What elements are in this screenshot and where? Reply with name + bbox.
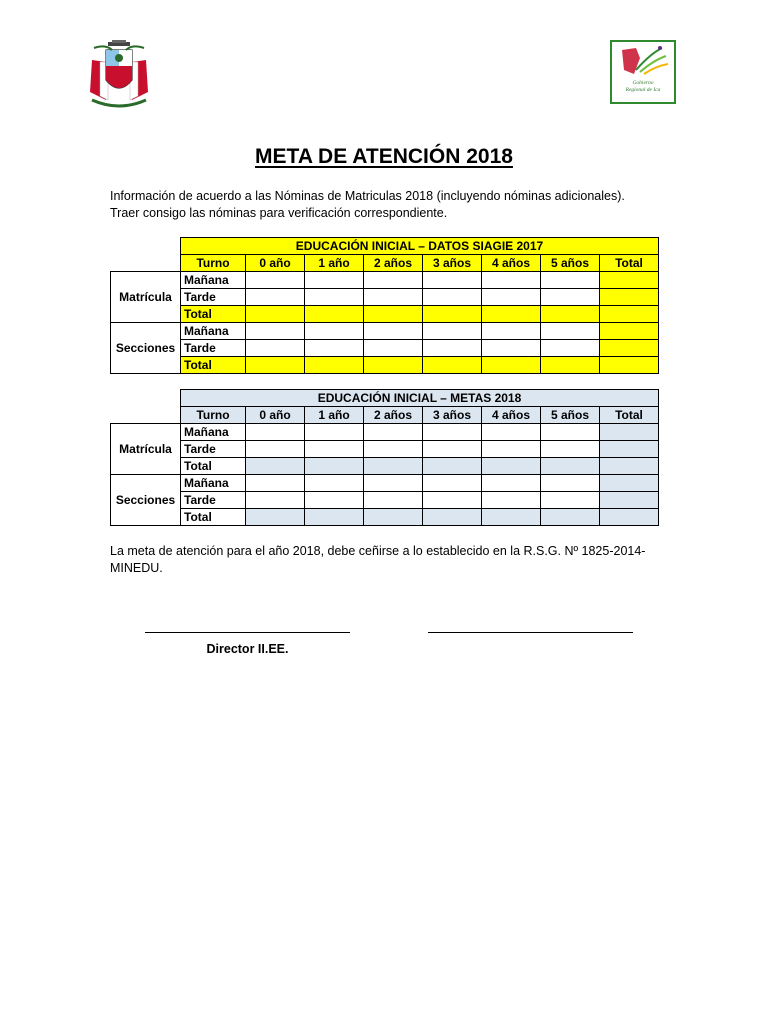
data-cell[interactable]	[364, 357, 423, 374]
data-cell[interactable]	[246, 475, 305, 492]
data-cell[interactable]	[246, 492, 305, 509]
data-cell[interactable]	[423, 424, 482, 441]
row-label: Total	[181, 357, 246, 374]
data-cell[interactable]	[246, 306, 305, 323]
data-cell[interactable]	[364, 475, 423, 492]
data-cell[interactable]	[482, 272, 541, 289]
data-cell[interactable]	[305, 289, 364, 306]
data-cell[interactable]	[482, 475, 541, 492]
blank-cell	[111, 238, 181, 255]
data-cell[interactable]	[364, 272, 423, 289]
data-cell[interactable]	[423, 458, 482, 475]
data-cell[interactable]	[423, 475, 482, 492]
total-cell[interactable]	[600, 424, 659, 441]
row-label: Tarde	[181, 340, 246, 357]
data-cell[interactable]	[482, 357, 541, 374]
col-header: 0 año	[246, 255, 305, 272]
data-cell[interactable]	[423, 357, 482, 374]
signature-label-director: Director II.EE.	[206, 642, 289, 656]
row-label: Total	[181, 458, 246, 475]
data-cell[interactable]	[364, 323, 423, 340]
data-cell[interactable]	[246, 509, 305, 526]
col-header: 3 años	[423, 255, 482, 272]
data-cell[interactable]	[246, 289, 305, 306]
data-cell[interactable]	[364, 340, 423, 357]
data-cell[interactable]	[305, 306, 364, 323]
data-cell[interactable]	[246, 424, 305, 441]
data-cell[interactable]	[541, 340, 600, 357]
row-label: Total	[181, 306, 246, 323]
siagie-2017-table	[110, 237, 659, 374]
data-cell[interactable]	[482, 441, 541, 458]
data-cell[interactable]	[541, 424, 600, 441]
total-cell[interactable]	[600, 323, 659, 340]
metas-2018-table	[110, 389, 659, 526]
data-cell[interactable]	[364, 492, 423, 509]
col-header: 5 años	[541, 255, 600, 272]
data-cell[interactable]	[482, 492, 541, 509]
data-cell[interactable]	[541, 306, 600, 323]
col-header: 0 año	[246, 407, 305, 424]
data-cell[interactable]	[246, 441, 305, 458]
row-label: Mañana	[181, 475, 246, 492]
col-header: Total	[600, 255, 659, 272]
data-cell[interactable]	[482, 306, 541, 323]
col-header: Turno	[181, 407, 246, 424]
row-label: Tarde	[181, 492, 246, 509]
total-cell[interactable]	[600, 441, 659, 458]
blank-cell	[111, 255, 181, 272]
data-cell[interactable]	[482, 340, 541, 357]
intro-line-1: Información de acuerdo a las Nóminas de Matriculas 2018 (incluyendo nóminas adicionales).	[110, 189, 625, 203]
data-cell[interactable]	[482, 509, 541, 526]
data-cell[interactable]	[482, 424, 541, 441]
col-header: 2 años	[364, 255, 423, 272]
row-label: Tarde	[181, 289, 246, 306]
data-cell[interactable]	[364, 441, 423, 458]
data-cell[interactable]	[305, 492, 364, 509]
data-cell[interactable]	[305, 509, 364, 526]
row-label: Tarde	[181, 441, 246, 458]
row-group-label: Secciones	[111, 323, 181, 374]
data-cell[interactable]	[305, 357, 364, 374]
blank-cell	[111, 390, 181, 407]
data-cell[interactable]	[305, 272, 364, 289]
gobierno-regional-ica-logo	[610, 40, 676, 106]
data-cell[interactable]	[246, 272, 305, 289]
data-cell[interactable]	[423, 323, 482, 340]
data-cell[interactable]	[364, 424, 423, 441]
data-cell[interactable]	[541, 289, 600, 306]
data-cell[interactable]	[305, 340, 364, 357]
data-cell[interactable]	[423, 492, 482, 509]
col-header: 1 año	[305, 255, 364, 272]
data-cell[interactable]	[541, 323, 600, 340]
total-cell[interactable]	[600, 357, 659, 374]
total-cell[interactable]	[600, 492, 659, 509]
data-cell[interactable]	[246, 458, 305, 475]
data-cell[interactable]	[541, 357, 600, 374]
intro-line-2: Traer consigo las nóminas para verificación correspondiente.	[110, 206, 448, 220]
total-cell[interactable]	[600, 475, 659, 492]
data-cell[interactable]	[246, 323, 305, 340]
col-header: Total	[600, 407, 659, 424]
col-header: Turno	[181, 255, 246, 272]
col-header: 1 año	[305, 407, 364, 424]
total-cell[interactable]	[600, 458, 659, 475]
data-cell[interactable]	[364, 509, 423, 526]
row-group-label: Matrícula	[111, 424, 181, 475]
peru-coat-of-arms-icon	[86, 40, 152, 110]
page-title: META DE ATENCIÓN 2018	[255, 145, 513, 168]
col-header: 4 años	[482, 407, 541, 424]
data-cell[interactable]	[541, 492, 600, 509]
data-cell[interactable]	[482, 458, 541, 475]
data-cell[interactable]	[423, 340, 482, 357]
col-header: 5 años	[541, 407, 600, 424]
data-cell[interactable]	[423, 441, 482, 458]
data-cell[interactable]	[246, 340, 305, 357]
data-cell[interactable]	[364, 306, 423, 323]
data-cell[interactable]	[246, 357, 305, 374]
blank-cell	[111, 407, 181, 424]
col-header: 3 años	[423, 407, 482, 424]
col-header: 2 años	[364, 407, 423, 424]
col-header: 4 años	[482, 255, 541, 272]
data-cell[interactable]	[423, 306, 482, 323]
row-label: Mañana	[181, 424, 246, 441]
data-cell[interactable]	[305, 424, 364, 441]
total-cell[interactable]	[600, 272, 659, 289]
data-cell[interactable]	[482, 289, 541, 306]
row-label: Mañana	[181, 272, 246, 289]
signature-line-right	[428, 632, 633, 633]
row-label: Total	[181, 509, 246, 526]
closing-text: La meta de atención para el año 2018, debe ceñirse a lo establecido en la R.S.G. Nº 1825-2014-MINEDU.	[110, 544, 646, 575]
row-group-label: Secciones	[111, 475, 181, 526]
data-cell[interactable]	[305, 323, 364, 340]
data-cell[interactable]	[305, 441, 364, 458]
data-cell[interactable]	[305, 475, 364, 492]
data-cell[interactable]	[364, 289, 423, 306]
total-cell[interactable]	[600, 289, 659, 306]
data-cell[interactable]	[541, 441, 600, 458]
data-cell[interactable]	[423, 509, 482, 526]
data-cell[interactable]	[364, 458, 423, 475]
total-cell[interactable]	[600, 509, 659, 526]
row-group-label: Matrícula	[111, 272, 181, 323]
data-cell[interactable]	[482, 323, 541, 340]
table-caption: EDUCACIÓN INICIAL – METAS 2018	[181, 390, 659, 407]
intro-text	[110, 188, 625, 222]
data-cell[interactable]	[423, 272, 482, 289]
data-cell[interactable]	[541, 458, 600, 475]
signature-line-left	[145, 632, 350, 633]
total-cell[interactable]	[600, 306, 659, 323]
data-cell[interactable]	[541, 272, 600, 289]
total-cell[interactable]	[600, 340, 659, 357]
row-label: Mañana	[181, 323, 246, 340]
data-cell[interactable]	[541, 509, 600, 526]
table-caption: EDUCACIÓN INICIAL – DATOS SIAGIE 2017	[181, 238, 659, 255]
data-cell[interactable]	[305, 458, 364, 475]
right-logo-caption: Gobierno Regional de Ica	[625, 80, 661, 93]
data-cell[interactable]	[423, 289, 482, 306]
data-cell[interactable]	[541, 475, 600, 492]
